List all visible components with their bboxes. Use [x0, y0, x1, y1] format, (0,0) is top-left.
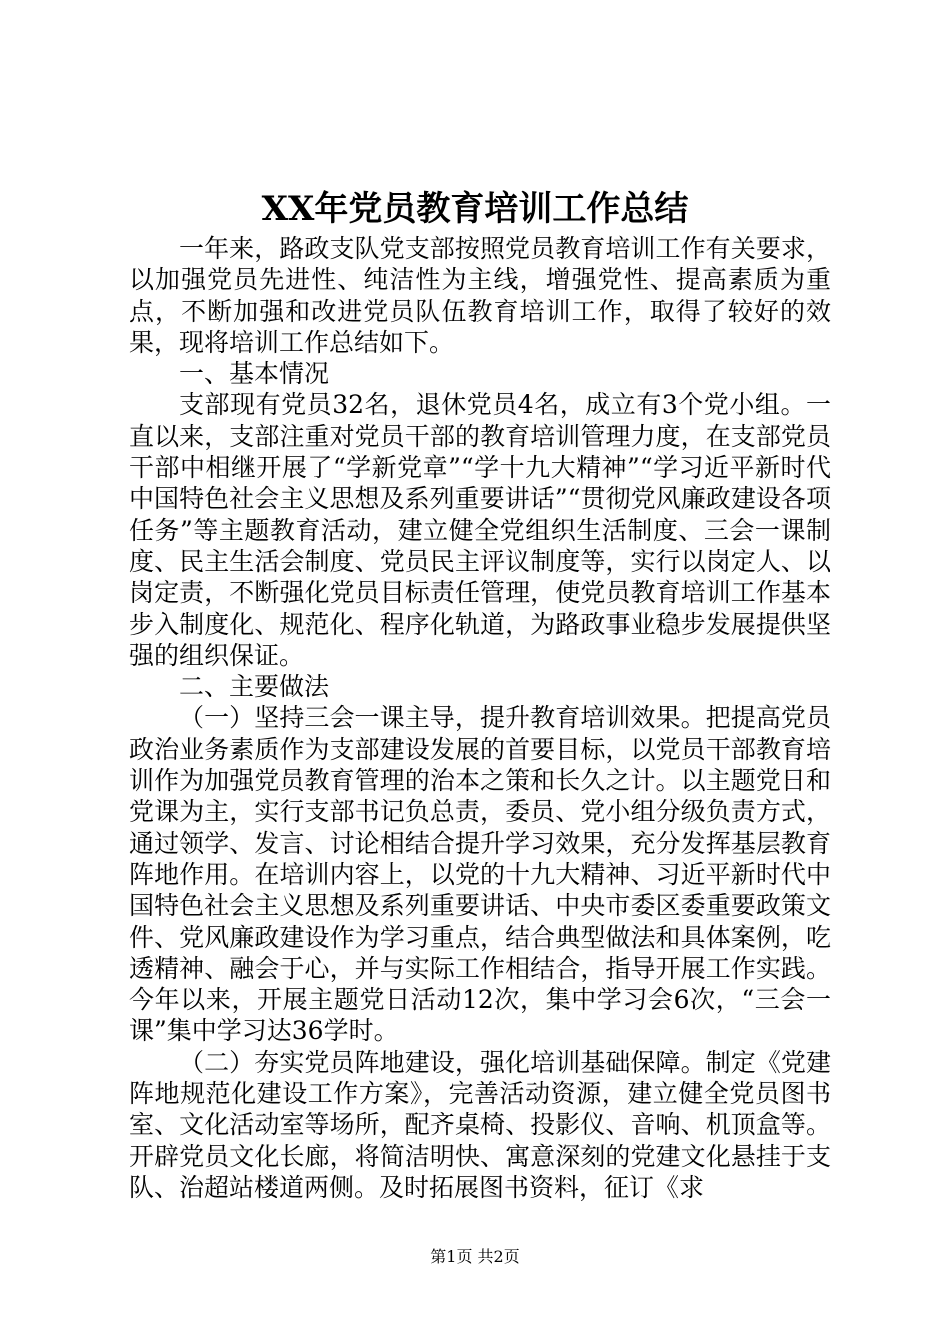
paragraph-basic-situation: 支部现有党员32名，退休党员4名，成立有3个党小组。一直以来，支部注重对党员干部的教育培训管理力度，在支部党员干部中相继开展了“学新党章”“学十九大精神”“学习近平新时代中国特色社会主义思想及系列重要讲话”“贯彻党风廉政建设各项任务”等主题教育活动，建立健全党组织生活制度、三会一课制度、民主生活会制度、党员民主评议制度等，实行以岗定人、以岗定责，不断强化党员目标责任管理，使党员教育培训工作基本步入制度化、规范化、程序化轨道，为路政事业稳步发展提供坚强的组织保证。: [129, 390, 831, 670]
page-number-footer: 第1页 共2页: [430, 1247, 520, 1266]
paragraph-intro: 一年来，路政支队党支部按照党员教育培训工作有关要求，以加强党员先进性、纯洁性为主线，增强党性、提高素质为重点，不断加强和改进党员队伍教育培训工作，取得了较好的效果，现将培训工作总结如下。: [129, 234, 831, 357]
section-heading-main-practices: 二、主要做法: [179, 672, 330, 702]
section-heading-basic-situation: 一、基本情况: [179, 359, 330, 389]
document-body: [129, 233, 831, 1203]
document-title: XX年党员教育培训工作总结: [261, 189, 689, 229]
paragraph-practice-one: （一）坚持三会一课主导，提升教育培训效果。把提高党员政治业务素质作为支部建设发展的首要目标，以党员干部教育培训作为加强党员教育管理的治本之策和长久之计。以主题党日和党课为主，实行支部书记负总责，委员、党小组分级负责方式，通过领学、发言、讨论相结合提升学习效果，充分发挥基层教育阵地作用。在培训内容上，以党的十九大精神、习近平新时代中国特色社会主义思想及系列重要讲话、中央市委区委重要政策文件、党风廉政建设作为学习重点，结合典型做法和具体案例，吃透精神、融会于心，并与实际工作相结合，指导开展工作实践。今年以来，开展主题党日活动12次，集中学习会6次，“三会一课”集中学习达36学时。: [129, 703, 831, 1046]
paragraph-practice-two: （二）夯实党员阵地建设，强化培训基础保障。制定《党建阵地规范化建设工作方案》，完善活动资源，建立健全党员图书室、文化活动室等场所，配齐桌椅、投影仪、音响、机顶盒等。开辟党员文化长廊，将简洁明快、寓意深刻的党建文化悬挂于支队、治超站楼道两侧。及时拓展图书资料，征订《求: [129, 1047, 831, 1202]
